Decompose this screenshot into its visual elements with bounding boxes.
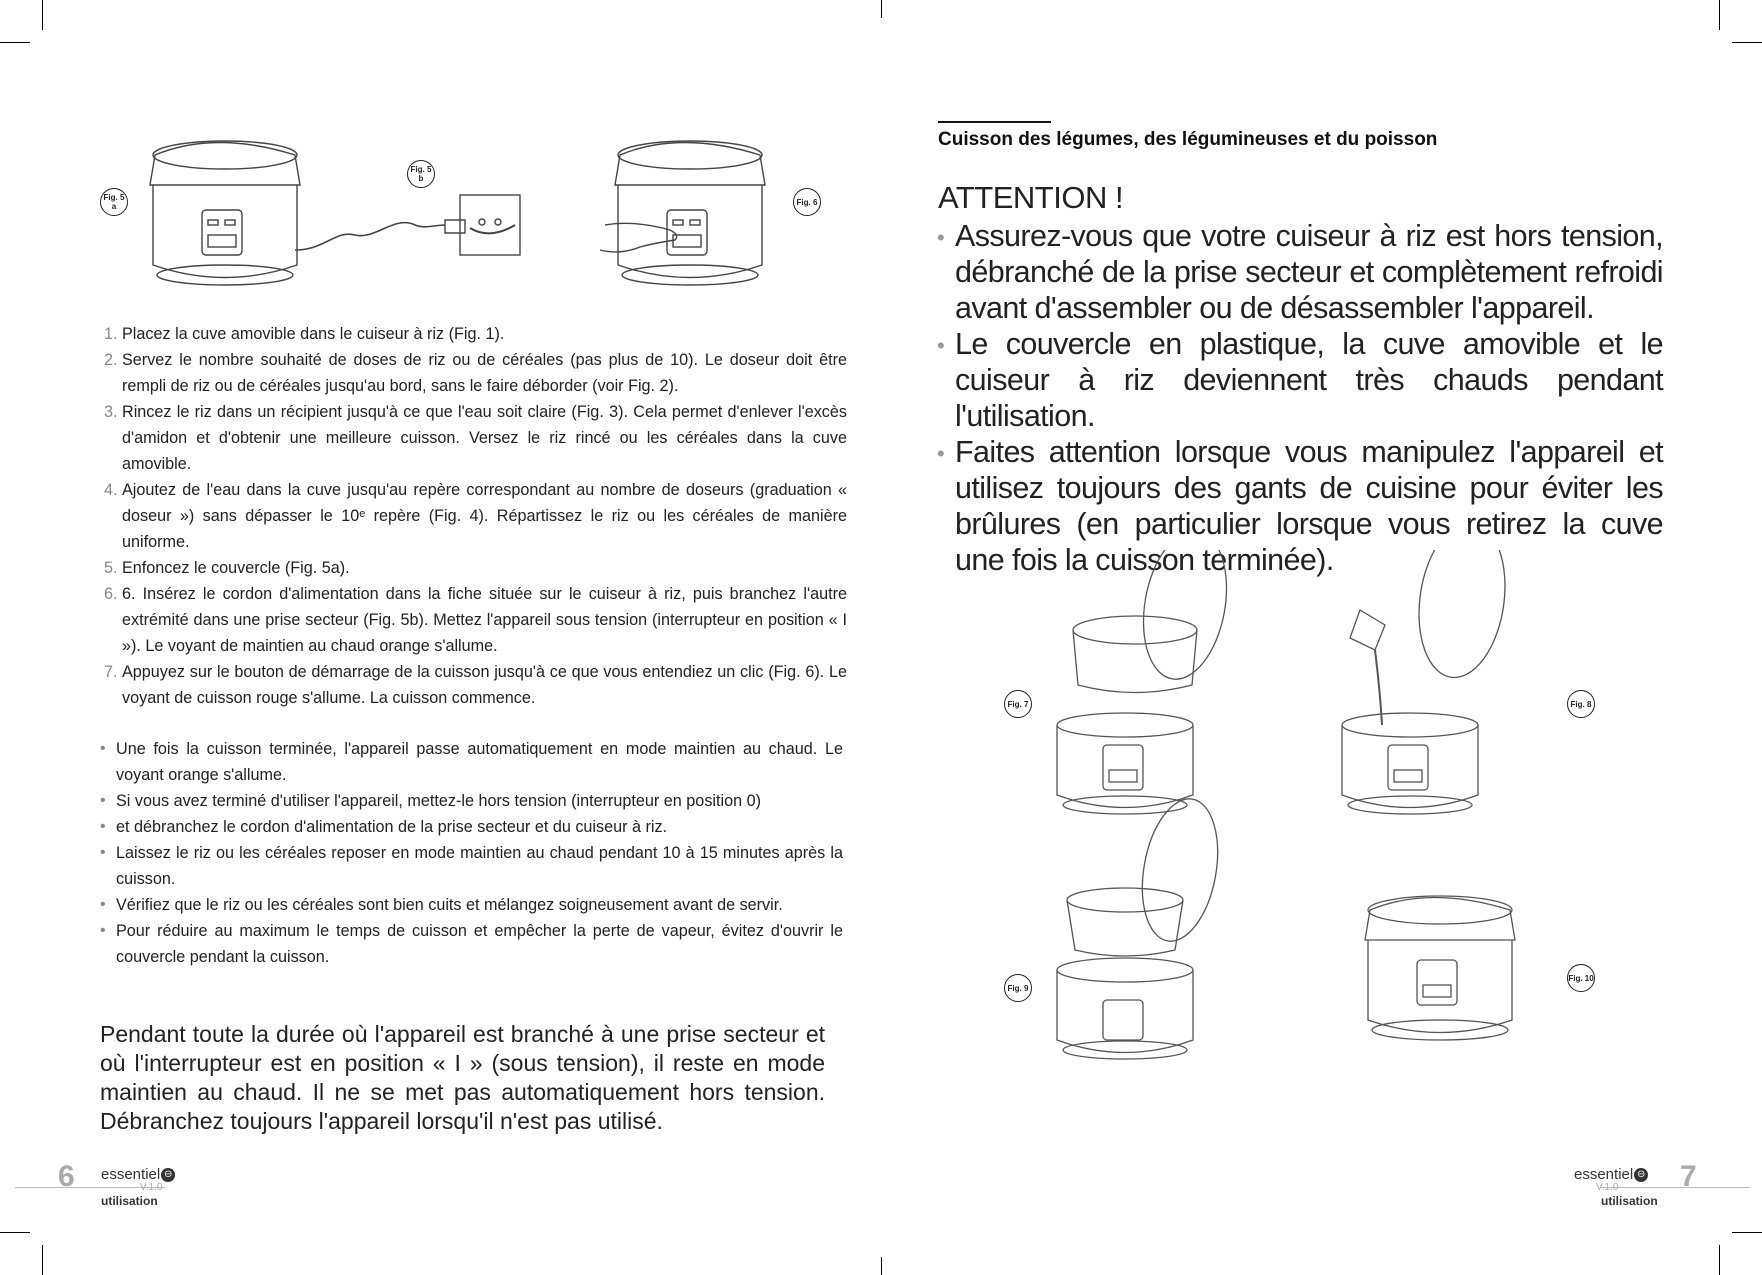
crop-mark bbox=[0, 1232, 30, 1233]
tip-item: • Une fois la cuisson terminée, l'appareil passe automatiquement en mode maintien au chaud. Le voyant orange s'allume. bbox=[116, 736, 843, 788]
brand-logo-right bbox=[1574, 1166, 1648, 1183]
crop-mark bbox=[1719, 1245, 1720, 1275]
fig8-label: Fig. 8 bbox=[1567, 690, 1595, 718]
brand-logo-left bbox=[101, 1166, 175, 1183]
step-item: 7. Appuyez sur le bouton de démarrage de la cuisson jusqu'à ce que vous entendiez un clic (Fig. 6). Le voyant de cuisson rouge s'allume. La cuisson commence. bbox=[122, 659, 847, 711]
page-number-left: 6 bbox=[58, 1160, 75, 1193]
step-item: 1. Placez la cuve amovible dans le cuiseur à riz (Fig. 1). bbox=[122, 321, 847, 347]
warning-item: • Assurez-vous que votre cuiseur à riz est hors tension, débranché de la prise secteur et complètement refroidi avant d'assembler ou de désassembler l'appareil. bbox=[955, 218, 1663, 326]
fig9-label: Fig. 9 bbox=[1004, 974, 1032, 1002]
brand-text: essentiel bbox=[1574, 1166, 1634, 1183]
step-item: 3. Rincez le riz dans un récipient jusqu'à ce que l'eau soit claire (Fig. 3). Cela permet d'enlever l'excès d'amidon et d'obtenir une meilleure cuisson. Versez le riz rincé ou les céréales dans la cuve amovible. bbox=[122, 399, 847, 477]
closing-paragraph: Pendant toute la durée où l'appareil est branché à une prise secteur et où l'interrupteur est en position « I » (sous tension), il reste en mode maintien au chaud. Il ne se met pas automatiquement hors tension. Débranchez toujours l'appareil lorsqu'il n'est pas utilisé. bbox=[100, 1021, 825, 1134]
crop-mark bbox=[0, 42, 30, 43]
step-item: 5. Enfoncez le couvercle (Fig. 5a). bbox=[122, 555, 847, 581]
step-item: 6. 6. Insérez le cordon d'alimentation dans la fiche située sur le cuiseur à riz, puis branchez l'autre extrémité dans une prise secteur (Fig. 5b). Mettez l'appareil sous tension (interrupteur en position « I »). Le voyant de maintien au chaud orange s'allume. bbox=[122, 581, 847, 659]
crop-mark bbox=[1732, 1232, 1762, 1233]
warning-item: • Le couvercle en plastique, la cuve amovible et le cuiseur à riz deviennent très chauds pendant l'utilisation. bbox=[955, 326, 1663, 434]
tip-item: • Vérifiez que le riz ou les céréales sont bien cuits et mélangez soigneusement avant de servir. bbox=[116, 892, 843, 918]
tip-item: • Si vous avez terminé d'utiliser l'appareil, mettez-le hors tension (interrupteur en position 0) bbox=[116, 788, 843, 814]
fig6-label: Fig. 6 bbox=[793, 188, 821, 216]
attention-heading: ATTENTION ! bbox=[938, 180, 1124, 215]
fig5a-label: Fig. 5 a bbox=[100, 188, 128, 216]
version-right: V.1.0 bbox=[1596, 1182, 1619, 1193]
steps-list bbox=[100, 321, 847, 711]
section-rule bbox=[938, 121, 1051, 123]
section-footer-right: utilisation bbox=[1601, 1194, 1658, 1208]
warning-item: • Faites attention lorsque vous manipulez l'appareil et utilisez toujours des gants de cuisine pour éviter les brûlures (en particulier lorsque vous retirez la cuve une fois la cuisson terminée). bbox=[955, 434, 1663, 578]
brand-text: essentiel bbox=[101, 1166, 161, 1183]
tip-item: • et débranchez le cordon d'alimentation de la prise secteur et du cuiseur à riz. bbox=[116, 814, 843, 840]
brand-o-icon: ⊖ bbox=[161, 1168, 175, 1182]
warnings-list bbox=[955, 218, 1663, 578]
section-footer-left: utilisation bbox=[101, 1194, 158, 1208]
crop-mark bbox=[1732, 42, 1762, 43]
fig5b-label: Fig. 5 b bbox=[407, 160, 435, 188]
rice-cooker-figures-illustration bbox=[990, 550, 1690, 1090]
tips-list bbox=[98, 736, 843, 970]
footer-line bbox=[1600, 1187, 1750, 1188]
crop-mark bbox=[1719, 0, 1720, 30]
tip-item: • Pour réduire au maximum le temps de cuisson et empêcher la perte de vapeur, évitez d'ouvrir le couvercle pendant la cuisson. bbox=[116, 918, 843, 970]
tip-item: • Laissez le riz ou les céréales reposer en mode maintien au chaud pendant 10 à 15 minutes après la cuisson. bbox=[116, 840, 843, 892]
fig7-label: Fig. 7 bbox=[1004, 690, 1032, 718]
crop-mark bbox=[881, 1257, 882, 1275]
figure-row-fig5-fig6 bbox=[95, 125, 830, 295]
step-item: 4. Ajoutez de l'eau dans la cuve jusqu'au repère correspondant au nombre de doseurs (graduation « doseur ») sans dépasser le 10ᵉ repère (Fig. 4). Répartissez le riz ou les céréales de manière uniforme. bbox=[122, 477, 847, 555]
crop-mark bbox=[42, 0, 43, 30]
crop-mark bbox=[881, 0, 882, 18]
page-number-right: 7 bbox=[1680, 1160, 1697, 1193]
brand-o-icon: ⊖ bbox=[1634, 1168, 1648, 1182]
version-left: V.1.0 bbox=[140, 1182, 163, 1193]
fig10-label: Fig. 10 bbox=[1567, 964, 1595, 992]
crop-mark bbox=[42, 1245, 43, 1275]
section-title: Cuisson des légumes, des légumineuses et du poisson bbox=[938, 129, 1438, 150]
step-item: 2. Servez le nombre souhaité de doses de riz ou de céréales (pas plus de 10). Le doseur doit être rempli de riz ou de céréales jusqu'au bord, sans le faire déborder (voir Fig. 2). bbox=[122, 347, 847, 399]
rice-cooker-plug-illustration bbox=[95, 125, 830, 295]
